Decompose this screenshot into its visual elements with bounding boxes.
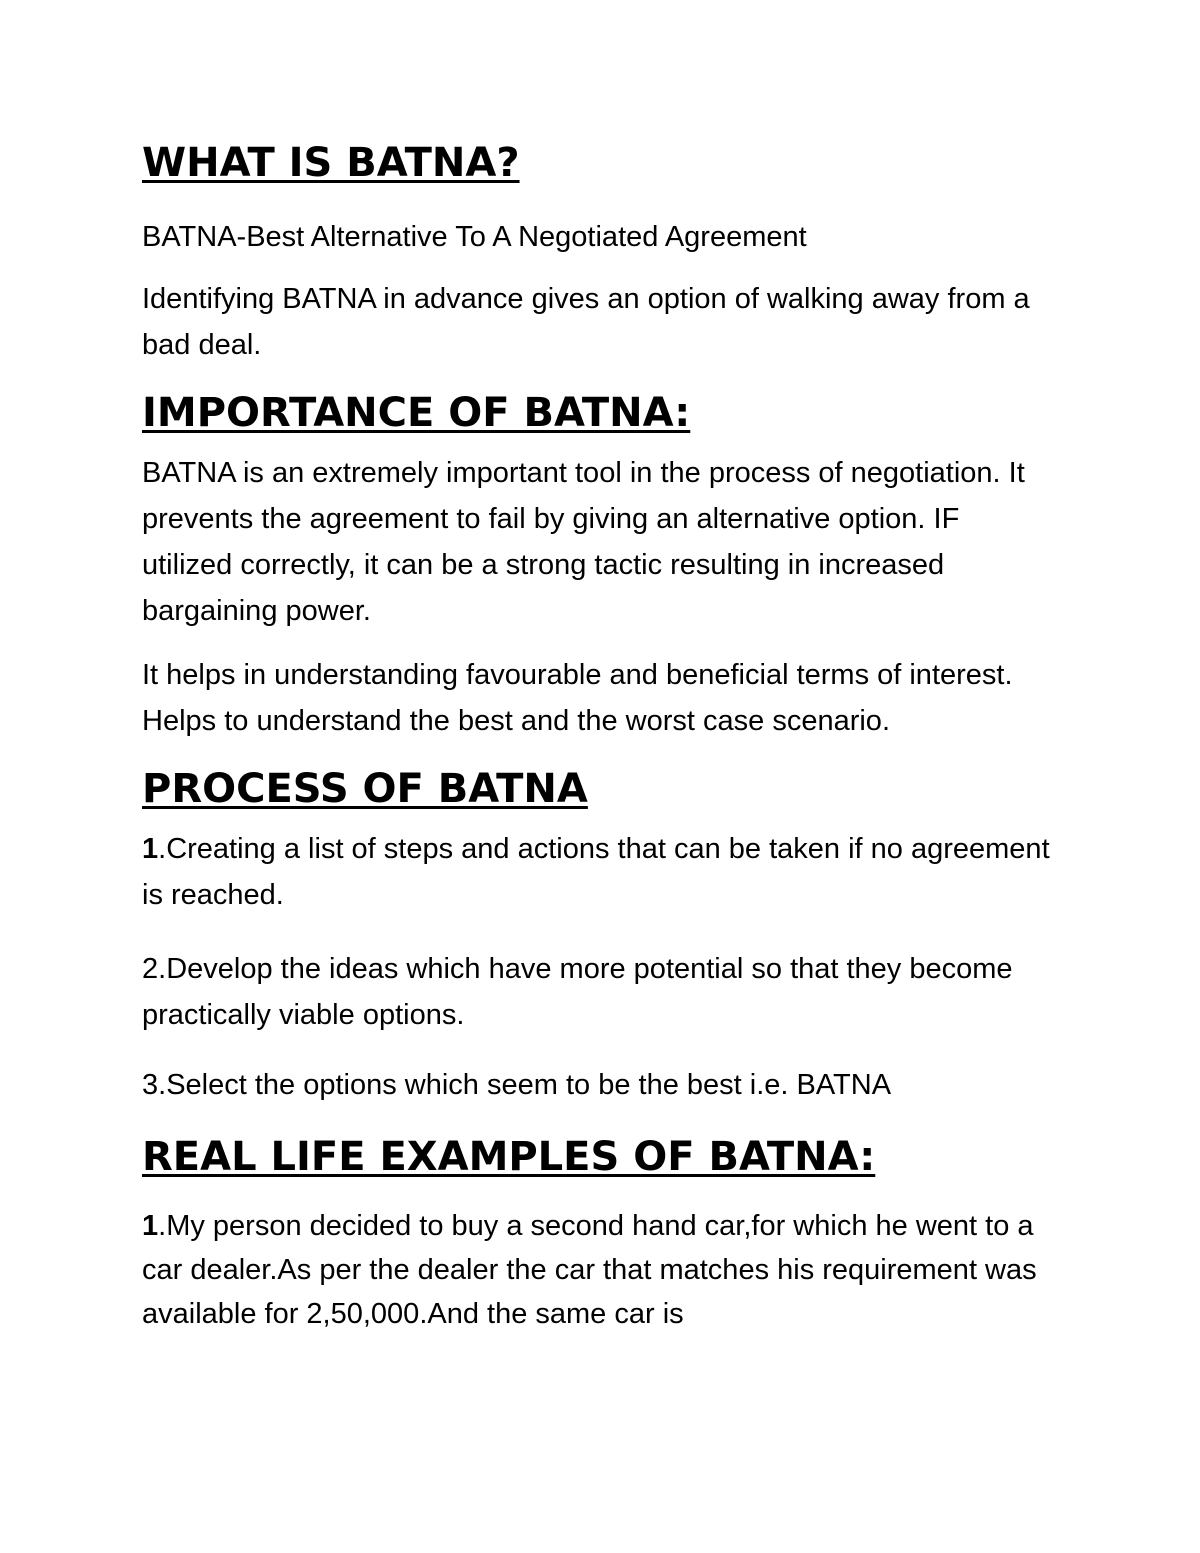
paragraph-importance-tool: BATNA is an extremely important tool in the process of negotiation. It prevents the agreement to fail by giving an alternative option. IF utilized correctly, it can be a strong tactic resulting in increased bargaining power.	[142, 457, 1025, 627]
heading-what-is-batna: WHAT IS BATNA?	[142, 140, 520, 186]
step-text: .Select the options which seem to be the best i.e. BATNA	[158, 1069, 892, 1101]
example-paragraph	[142, 1204, 1052, 1336]
step-number: 2	[142, 953, 159, 985]
heading-importance-of-batna: IMPORTANCE OF BATNA:	[142, 390, 691, 436]
document-page	[142, 138, 1052, 1336]
step-number: 1	[142, 833, 159, 865]
process-step	[142, 946, 1052, 1038]
paragraph-importance-terms: It helps in understanding favourable and beneficial terms of interest. Helps to understand the best and the worst case scenario.	[142, 659, 1013, 737]
heading-process-of-batna: PROCESS OF BATNA	[142, 766, 588, 812]
step-number: 3	[142, 1069, 159, 1101]
step-text: .Develop the ideas which have more potential so that they become practically viable options.	[142, 953, 1013, 1031]
process-step	[142, 826, 1052, 918]
process-step	[142, 1062, 1052, 1108]
heading-real-life-examples: REAL LIFE EXAMPLES OF BATNA:	[142, 1134, 876, 1180]
step-text: .Creating a list of steps and actions that can be taken if no agreement is reached.	[142, 833, 1050, 911]
paragraph-batna-definition: BATNA-Best Alternative To A Negotiated Agreement	[142, 221, 807, 253]
example-number: 1	[142, 1210, 159, 1242]
example-text: .My person decided to buy a second hand car,for which he went to a car dealer.As per the dealer the car that matches his requirement was available for 2,50,000.And the same car is	[142, 1210, 1037, 1330]
paragraph-identifying-batna: Identifying BATNA in advance gives an option of walking away from a bad deal.	[142, 283, 1030, 361]
